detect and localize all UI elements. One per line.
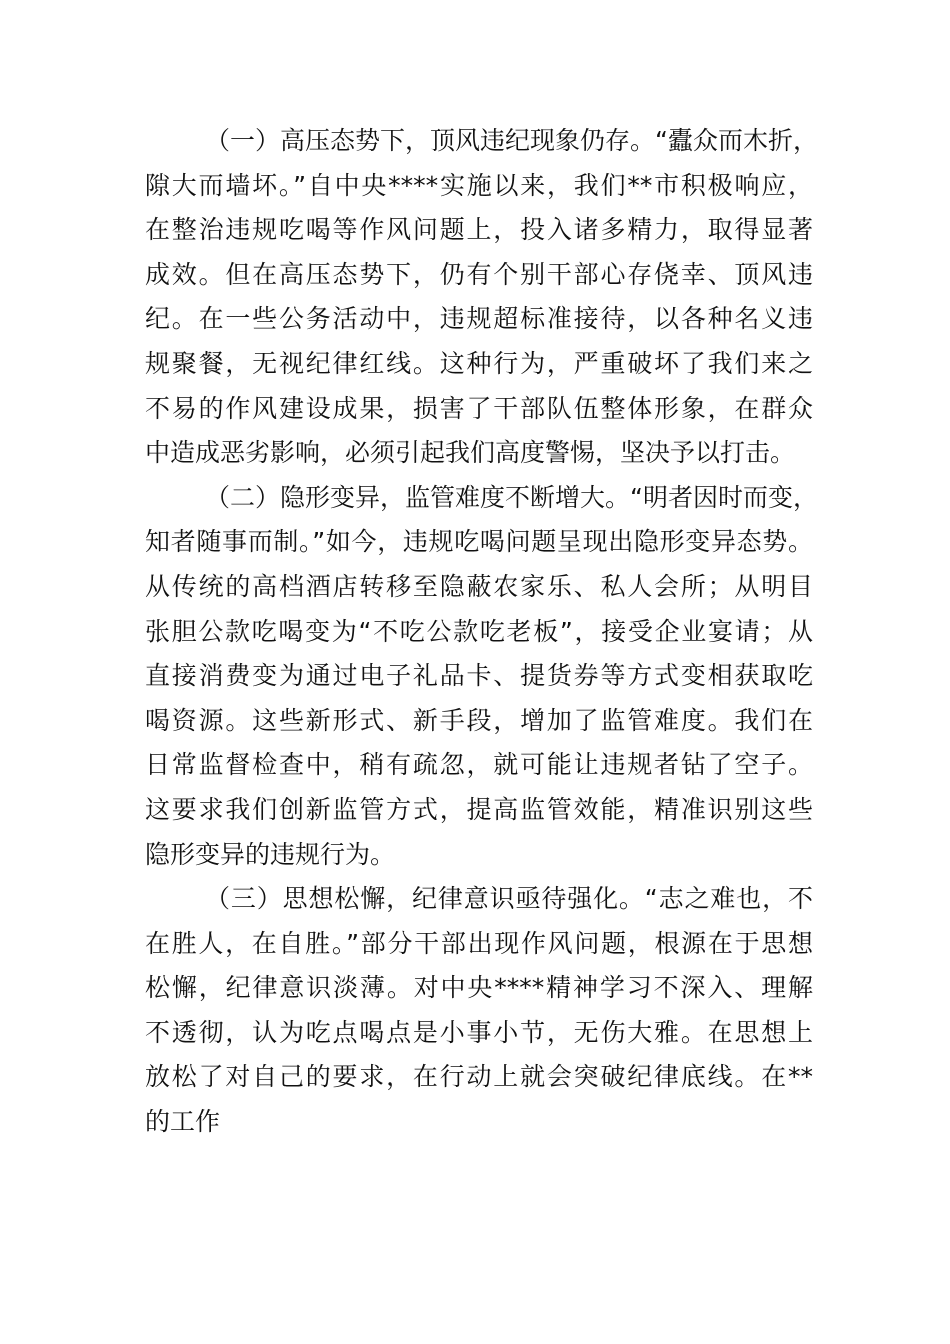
- text-line: 的工作: [145, 1107, 221, 1137]
- paragraph-first-line: （二）隐形变异，监管难度不断增大。“明者因时而变，: [205, 482, 818, 512]
- text-line: 隐形变异的违规行为。: [145, 839, 396, 869]
- text-line: 直接消费变为通过电子礼品卡、提货券等方式变相获取吃: [145, 661, 813, 691]
- document-body: [145, 119, 818, 1145]
- text-line: 成效。但在高压态势下，仍有个别干部心存侥幸、顶风违: [145, 259, 813, 289]
- text-line: 知者随事而制。”如今，违规吃喝问题呈现出隐形变异态势。: [145, 527, 813, 557]
- text-line: 这要求我们创新监管方式，提高监管效能，精准识别这些: [145, 794, 813, 824]
- text-line: 规聚餐，无视纪律红线。这种行为，严重破坏了我们来之: [145, 348, 813, 378]
- text-line: 张胆公款吃喝变为“不吃公款吃老板”，接受企业宴请；从: [145, 616, 813, 646]
- text-line: 喝资源。这些新形式、新手段，增加了监管难度。我们在: [145, 705, 813, 735]
- text-line: 不透彻，认为吃点喝点是小事小节，无伤大雅。在思想上: [145, 1017, 813, 1047]
- text-line: 从传统的高档酒店转移至隐蔽农家乐、私人会所；从明目: [145, 571, 813, 601]
- text-line: 纪。在一些公务活动中，违规超标准接待，以各种名义违: [145, 304, 813, 334]
- text-line: 中造成恶劣影响，必须引起我们高度警惕，坚决予以打击。: [145, 438, 796, 468]
- text-line: 在胜人，在自胜。”部分干部出现作风问题，根源在于思想: [145, 928, 813, 958]
- paragraph-first-line: （一）高压态势下，顶风违纪现象仍存。“蠹众而木折，: [205, 126, 818, 155]
- text-line: 日常监督检查中，稍有疏忽，就可能让违规者钻了空子。: [145, 750, 813, 780]
- text-line: 在整治违规吃喝等作风问题上，投入诸多精力，取得显著: [145, 215, 813, 245]
- text-line: 隙大而墙坏。”自中央****实施以来，我们**市积极响应，: [145, 170, 813, 200]
- paragraph-first-line: （三）思想松懈，纪律意识亟待强化。“志之难也，不: [205, 884, 813, 914]
- text-line: 不易的作风建设成果，损害了干部队伍整体形象，在群众: [145, 393, 813, 423]
- text-line: 放松了对自己的要求，在行动上就会突破纪律底线。在**: [145, 1062, 813, 1092]
- text-line: 松懈，纪律意识淡薄。对中央****精神学习不深入、理解: [145, 973, 813, 1003]
